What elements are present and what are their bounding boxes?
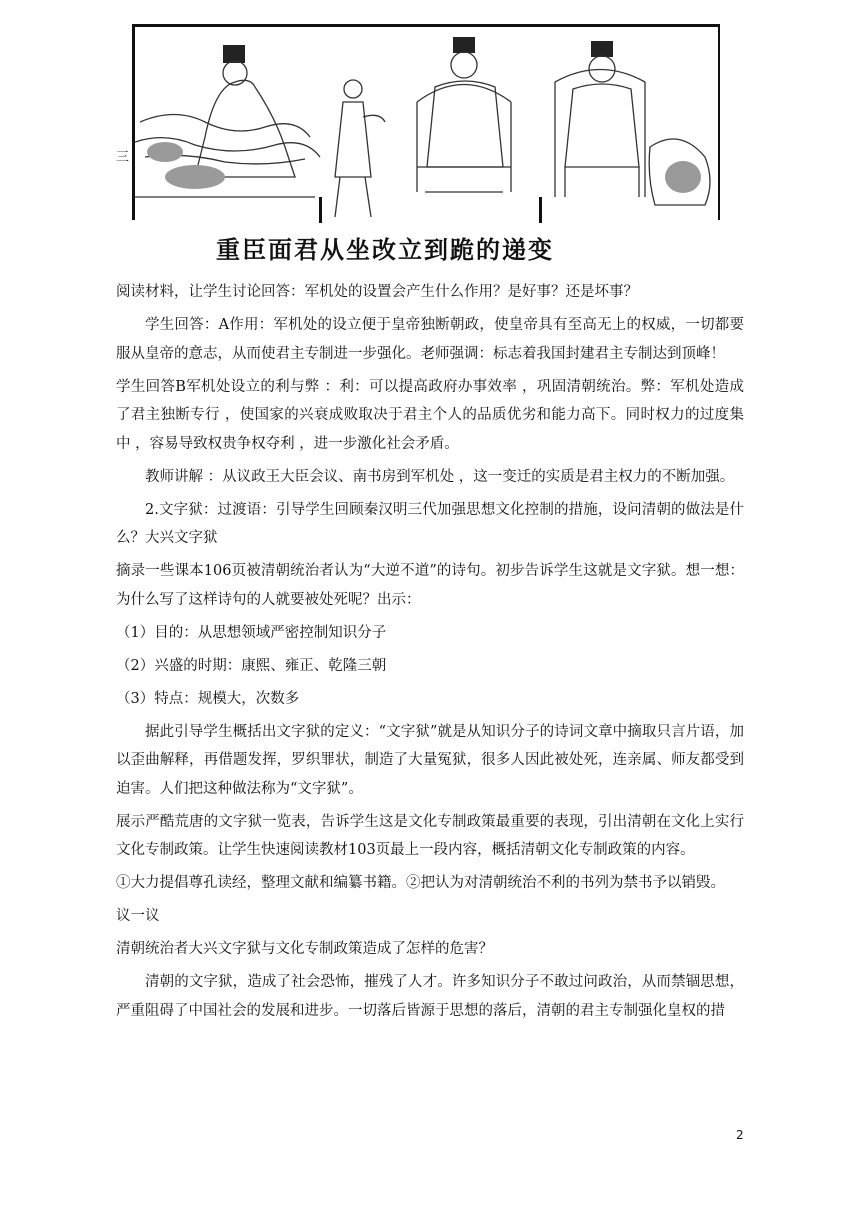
- paragraph: 清朝统治者大兴文字狱与文化专制政策造成了怎样的危害？: [116, 941, 493, 957]
- paragraph: 学生回答：A作用：军机处的设立便于皇帝独断朝政，使皇帝具有至高无上的权威，一切都要服从皇帝的意志，从而使君主专制进一步强化。老师强调：标志着我国封建君主专制达到顶峰！: [116, 317, 744, 362]
- paragraph: 教师讲解 ：从议政王大臣会议、南书房到军机处 ，这一变迁的实质是君主权力的不断加强。: [145, 468, 735, 485]
- paragraph: 据此引导学生概括出文字狱的定义：“文字狱”就是从知识分子的诗词文章中摘取只言片语，加以歪曲解释，再借题发挥，罗织罪状，制造了大量冤狱，很多人因此被处死，连亲属、师友都受到迫害。人们把这种做法称为“文字狱”。: [116, 723, 744, 797]
- illustration-frame: [132, 24, 720, 220]
- three-panels-illustration: [135, 27, 718, 220]
- panel-divider: [539, 197, 542, 223]
- paragraph: 2.文字狱：过渡语：引导学生回顾秦汉明三代加强思想文化控制的措施，设问清朝的做法是什么？大兴文字狱: [116, 501, 744, 546]
- paragraph: 摘录一些课本106页被清朝统治者认为“大逆不道”的诗句。初步告诉学生这就是文字狱。想一想：为什么写了这样诗句的人就要被处死呢？出示：: [116, 563, 744, 608]
- paragraph: 学生回答B军机处设立的利与弊 ：利：可以提高政府办事效率 ，巩固清朝统治。弊：军机处造成了君主独断专行 ，使国家的兴衰成败取决于君主个人的品质优劣和能力高下。同时权力的过度集中 ，容易导致权贵争权夺利 ，进一步激化社会矛盾。: [116, 378, 744, 452]
- side-mark: 三: [116, 150, 130, 165]
- figure-caption: 重臣面君从坐改立到跪的递变: [216, 236, 554, 264]
- paragraph: 清朝的文字狱，造成了社会恐怖，摧残了人才。许多知识分子不敢过问政治，从而禁锢思想，严重阻碍了中国社会的发展和进步。一切落后皆源于思想的落后，清朝的君主专制强化皇权的措: [116, 974, 744, 1019]
- panel-seated: [135, 45, 320, 197]
- list-item: （1）目的：从思想领域严密控制知识分子: [116, 624, 387, 641]
- list-item: （3）特点：规模大，次数多: [116, 690, 300, 707]
- page-number: 2: [736, 1128, 744, 1142]
- paragraph: 阅读材料，让学生讨论回答：军机处的设置会产生什么作用？是好事？还是坏事？: [116, 284, 638, 300]
- document-body: [116, 278, 744, 1030]
- section-heading: 议一议: [116, 908, 160, 924]
- paragraph: 展示严酷荒唐的文字狱一览表，告诉学生这是文化专制政策最重要的表现，引出清朝在文化上实行文化专制政策。让学生快速阅读教材103页最上一段内容，概括清朝文化专制政策的内容。: [116, 813, 744, 858]
- paragraph: ①大力提倡尊孔读经，整理文献和编纂书籍。②把认为对清朝统治不利的书列为禁书予以销毁。: [116, 875, 725, 891]
- panel-divider: [319, 197, 322, 223]
- list-item: （2）兴盛的时期：康熙、雍正、乾隆三朝: [116, 657, 387, 674]
- panel-standing: [335, 37, 511, 217]
- panel-kneeling: [555, 41, 710, 205]
